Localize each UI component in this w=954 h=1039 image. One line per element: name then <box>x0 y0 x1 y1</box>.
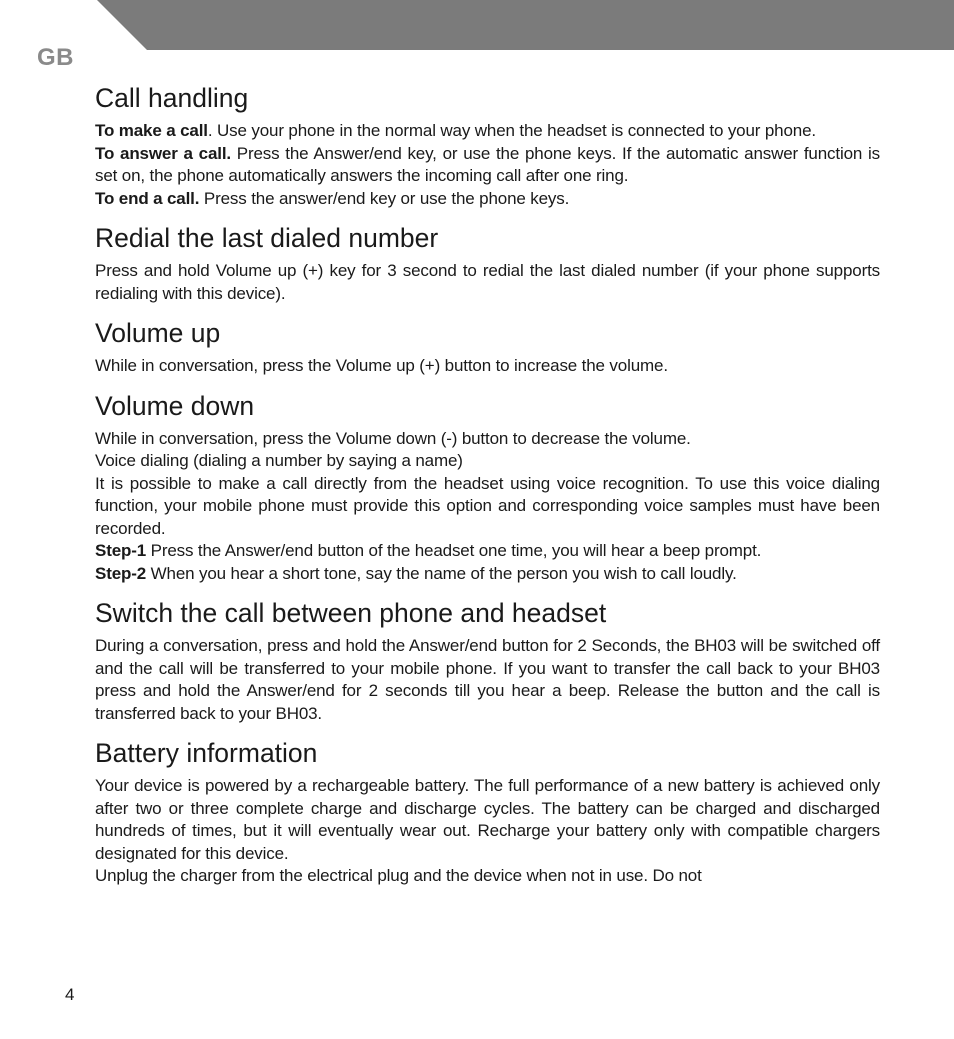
term-label: To answer a call. <box>95 143 231 163</box>
paragraph-text: During a conversation, press and hold the Answer/end button for 2 Seconds, the BH03 will be switched off and the call will be transferred to your mobile phone. If you want to transfer the call back to your BH03 press and hold the Answer/end for 2 seconds till you hear a beep. Release the button and the call is transferred back to your BH03. <box>95 636 880 723</box>
term-label: To make a call <box>95 121 208 140</box>
step-label: Step-1 <box>95 541 147 560</box>
paragraph-text: Press and hold Volume up (+) key for 3 second to redial the last dialed number (if your phone supports redialing with this device). <box>95 261 880 303</box>
section-heading: Battery information <box>95 738 318 768</box>
section-redial <box>95 222 880 305</box>
section-switch-call <box>95 597 880 725</box>
header-band <box>0 0 954 50</box>
paragraph-text: Unplug the charger from the electrical plug and the device when not in use. Do not <box>95 866 702 885</box>
paragraph <box>95 143 880 188</box>
step-label: Step-2 <box>95 563 147 583</box>
section-heading: Volume down <box>95 390 255 421</box>
section-volume-down <box>95 390 880 586</box>
paragraph-text: Your device is powered by a rechargeable battery. The full performance of a new battery is achieved only after two or three complete charge and discharge cycles. The battery can be charged and discharged hundreds of times, but it will eventually wear out. Recharge your battery only with compatible chargers designated for this device. <box>95 776 880 863</box>
paragraph-text: While in conversation, press the Volume down (-) button to decrease the volume. <box>95 428 691 448</box>
paragraph-text: . Use your phone in the normal way when the headset is connected to your phone. <box>207 121 816 140</box>
page-content <box>95 82 880 900</box>
section-battery <box>95 737 880 888</box>
paragraph-text: Press the Answer/end key, or use the phone keys. If the automatic answer function is set on, the phone automatically answers the incoming call after one ring. <box>95 143 880 185</box>
section-volume-up <box>95 317 880 378</box>
paragraph-text: Press the answer/end key or use the phone keys. <box>199 188 570 208</box>
language-tab: GB <box>37 44 74 71</box>
paragraph-text: It is possible to make a call directly from the headset using voice recognition. To use this voice dialing function, your mobile phone must provide this option and corresponding voice samples must have been recorded. <box>95 473 880 538</box>
term-label: To end a call. <box>95 188 200 208</box>
paragraph <box>95 120 880 143</box>
page-number: 4 <box>65 985 75 1004</box>
paragraph <box>95 540 880 563</box>
paragraph-text: When you hear a short tone, say the name of the person you wish to call loudly. <box>146 563 737 583</box>
section-call-handling <box>95 82 880 210</box>
section-heading: Call handling <box>95 83 249 113</box>
section-heading: Redial the last dialed number <box>95 223 439 253</box>
paragraph <box>95 563 880 586</box>
section-heading: Switch the call between phone and headset <box>95 598 607 628</box>
paragraph-text: While in conversation, press the Volume up (+) button to increase the volume. <box>95 356 668 375</box>
paragraph-text: Voice dialing (dialing a number by saying a name) <box>95 451 463 470</box>
paragraph <box>95 188 880 211</box>
paragraph-text: Press the Answer/end button of the headset one time, you will hear a beep prompt. <box>146 541 762 560</box>
section-heading: Volume up <box>95 318 221 348</box>
